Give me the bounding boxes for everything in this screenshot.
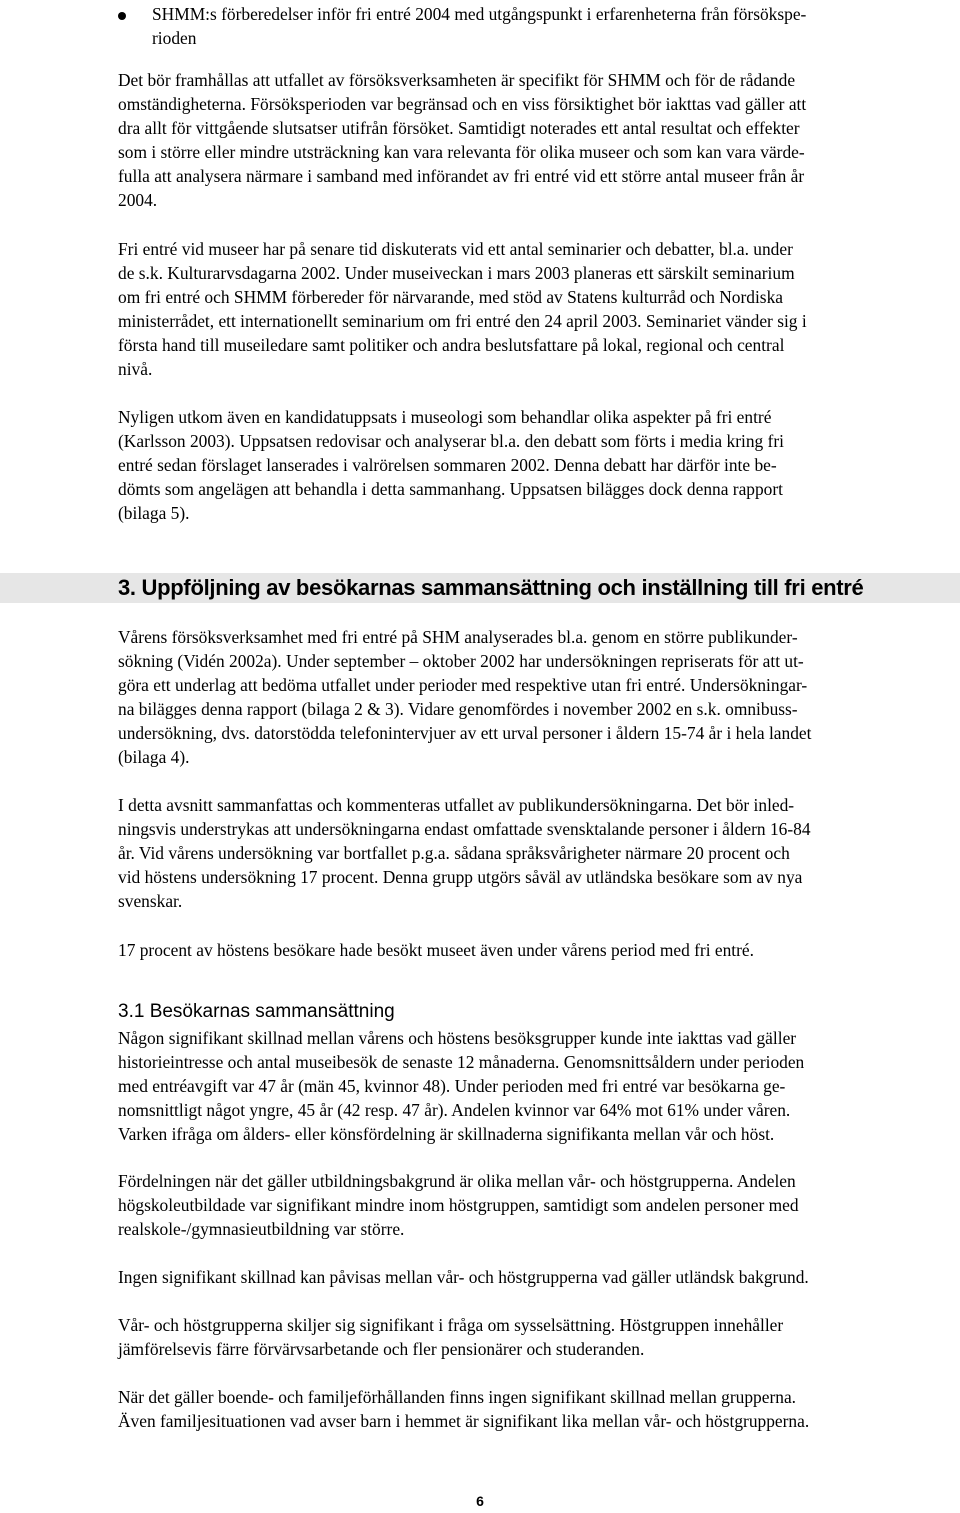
page-number: 6 [476, 1493, 484, 1509]
text-line: år. Vid vårens undersökning var bortfallet p.g.a. sådana språksvårigheter närmare 20 procent och [118, 842, 790, 863]
text-line: SHMM:s förberedelser inför fri entré 2004 med utgångspunkt i erfarenheterna från försökspe- [152, 4, 807, 24]
paragraph [118, 406, 958, 526]
text-line: 2004. [118, 189, 158, 210]
paragraph [118, 939, 958, 963]
text-line: dra allt för vittgående slutsatser utifrån försöket. Samtidigt noterades ett antal resultat och effekter [118, 117, 800, 138]
text-line: som i större eller mindre utsträckning kan vara relevanta för olika museer och som kan vara värde- [118, 141, 805, 162]
bullet-item [0, 3, 960, 53]
paragraph [118, 69, 958, 212]
paragraph [118, 1027, 958, 1147]
text-line: (bilaga 4). [118, 746, 190, 767]
text-line: ningsvis understrykas att undersökningarna endast omfattade svensktalande personer i åldern 16-84 [118, 818, 811, 839]
text-line: göra ett underlag att bedöma utfallet under perioder med respektive utan fri entré. Undersökningar- [118, 674, 808, 695]
text-line: I detta avsnitt sammanfattas och kommenteras utfallet av publikundersökningarna. Det bör inled- [118, 795, 795, 815]
paragraph [118, 1386, 958, 1434]
text-line: sökning (Vidén 2002a). Under september – oktober 2002 har undersökningen repriserats för att ut- [118, 650, 804, 671]
text-line: första hand till museiledare samt politiker och andra beslutsfattare på lokal, regional och central [118, 334, 785, 355]
paragraph [118, 1266, 958, 1290]
text-line: om fri entré och SHMM förbereder för närvarande, med stöd av Statens kulturråd och Nordiska [118, 286, 783, 307]
text-line: ministerrådet, ett internationellt seminarium om fri entré den 24 april 2003. Seminariet vänder sig i [118, 310, 807, 331]
text-line: fulla att analysera närmare i samband med införandet av fri entré vid ett större antal museer från år [118, 165, 805, 186]
paragraph [118, 238, 958, 381]
text-line: entré sedan förslaget lanserades i valrörelsen sommaren 2002. Denna debatt har därför inte be- [118, 454, 777, 475]
subsection-heading: 3.1 Besökarnas sammansättning [118, 1001, 395, 1022]
text-line: Ingen signifikant skillnad kan påvisas mellan vår- och höstgrupperna vad gäller utländsk bakgrund. [118, 1267, 809, 1287]
text-line: Fri entré vid museer har på senare tid diskuterats vid ett antal seminarier och debatter, bl.a. under [118, 239, 793, 259]
paragraph [118, 1314, 958, 1362]
section-heading: 3. Uppföljning av besökarnas sammansättning och inställning till fri entré [118, 575, 864, 600]
text-line: nivå. [118, 358, 153, 379]
text-line: Fördelningen när det gäller utbildningsbakgrund är olika mellan vår- och höstgrupperna. Andelen [118, 1171, 796, 1191]
text-line: Varken ifråga om ålders- eller könsfördelning är skillnaderna signifikanta mellan vår och höst. [118, 1123, 775, 1144]
text-line: När det gäller boende- och familjeförhållanden finns ingen signifikant skillnad mellan grupperna. [118, 1387, 797, 1407]
text-line: dömts som angelägen att behandla i detta sammanhang. Uppsatsen bilägges dock denna rapport [118, 478, 784, 499]
text-line: 17 procent av höstens besökare hade besökt museet även under vårens period med fri entré. [118, 940, 754, 960]
text-line: högskoleutbildade var signifikant mindre inom höstgruppen, samtidigt som andelen personer med [118, 1194, 799, 1215]
paragraph [118, 626, 958, 769]
paragraph [118, 794, 958, 914]
text-line: svenskar. [118, 890, 183, 911]
text-line: jämförelsevis färre förvärvsarbetande och fler pensionärer och studeranden. [118, 1338, 645, 1359]
text-line: vid höstens undersökning 17 procent. Denna grupp utgörs såväl av utländska besökare som av nya [118, 866, 803, 887]
text-line: omständigheterna. Försöksperioden var begränsad och en viss försiktighet bör iakttas vad gäller att [118, 93, 807, 114]
text-line: (Karlsson 2003). Uppsatsen redovisar och analyserar bl.a. den debatt som förts i media kring fri [118, 430, 784, 451]
bullet-text [152, 3, 958, 51]
text-line: (bilaga 5). [118, 502, 190, 523]
text-line: realskole-/gymnasieutbildning var större. [118, 1218, 405, 1239]
text-line: undersökning, dvs. datorstödda telefonintervjuer av ett urval personer i åldern 15-74 år i hela landet [118, 722, 812, 743]
text-line: Det bör framhållas att utfallet av försöksverksamheten är specifikt för SHMM och för de rådande [118, 70, 796, 90]
text-line: na bilägges denna rapport (bilaga 2 & 3). Vidare genomfördes i november 2002 en s.k. omnibuss- [118, 698, 798, 719]
text-line: de s.k. Kulturarvsdagarna 2002. Under museiveckan i mars 2003 planeras ett särskilt seminarium [118, 262, 795, 283]
text-line: nomsnittligt något yngre, 45 år (42 resp. 47 år). Andelen kvinnor var 64% mot 61% under våren. [118, 1099, 791, 1120]
text-line: historieintresse och antal museibesök de senaste 12 månaderna. Genomsnittsåldern under perioden [118, 1051, 805, 1072]
text-line: Nyligen utkom även en kandidatuppsats i museologi som behandlar olika aspekter på fri entré [118, 407, 772, 427]
bullet-dot-icon [118, 12, 126, 20]
text-line: rioden [152, 27, 197, 48]
text-line: Vår- och höstgrupperna skiljer sig signifikant i fråga om sysselsättning. Höstgruppen innehåller [118, 1315, 784, 1335]
text-line: med entréavgift var 47 år (män 45, kvinnor 48). Under perioden med fri entré var besökarna ge- [118, 1075, 786, 1096]
paragraph [118, 1170, 958, 1242]
text-line: Även familjesituationen vad avser barn i hemmet är signifikant lika mellan vår- och höstgrupperna. [118, 1410, 810, 1431]
text-line: Någon signifikant skillnad mellan vårens och höstens besöksgrupper kunde inte iakttas vad gäller [118, 1028, 797, 1048]
text-line: Vårens försöksverksamhet med fri entré på SHM analyserades bl.a. genom en större publikunder- [118, 627, 798, 647]
